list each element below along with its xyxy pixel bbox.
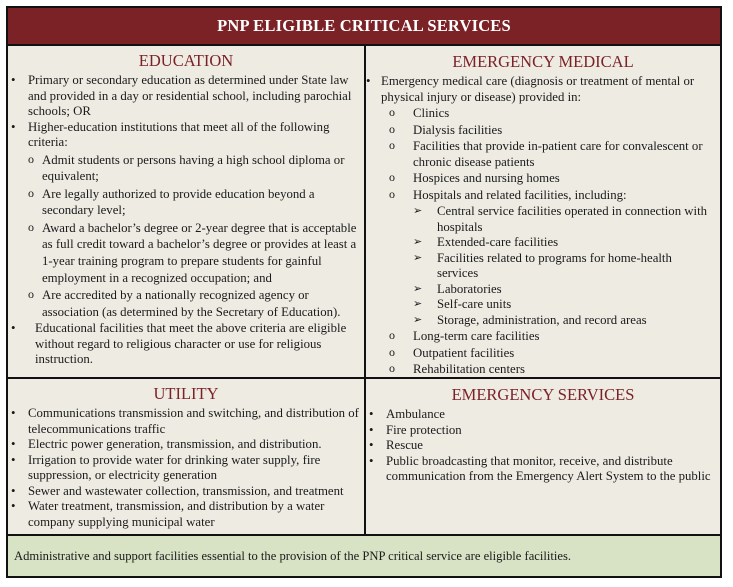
bullet-icon: • [11,483,16,498]
facility-item: o Long-term care facilities [389,328,540,343]
hospital-related-item: ➢ Self-care units [413,297,512,311]
list-item: • Sewer and wastewater collection, transmission, and treatment [11,483,344,498]
hospital-related-item: ➢ Extended-care facilities [413,235,559,249]
list-item: • Fire protection [369,422,462,437]
facility-item: o Outpatient facilities [389,344,515,360]
list-item: • Electric power generation, transmission, and distribution. [11,437,322,451]
circle-bullet-icon: o [389,328,395,342]
bullet-icon: • [369,407,374,421]
arrow-bullet-icon: ➢ [413,313,423,326]
arrow-bullet-icon: ➢ [413,251,423,264]
hospital-related-item: ➢ Laboratories [413,281,502,296]
facility-item: o Facilities that provide in-patient care for convalescent or chronic disease patients [389,138,703,169]
circle-bullet-icon: o [389,361,395,375]
bullet-icon: • [366,74,371,88]
bullet-icon: • [11,119,16,134]
list-item: • Public broadcasting that monitor, receive, and distribute communication from the Emergency Alert System to the public [369,453,711,483]
circle-bullet-icon: o [28,151,34,166]
arrow-bullet-icon: ➢ [413,282,423,295]
critical-services-table [6,6,722,578]
list-item: • Communications transmission and switching, and distribution of telecommunications traffic [11,406,359,436]
education-list [8,73,364,368]
circle-bullet-icon: o [28,287,34,302]
emergency-medical-heading: EMERGENCY MEDICAL [452,52,634,71]
circle-bullet-icon: o [389,344,395,359]
emergency-services-list [366,407,720,485]
bullet-icon: • [11,452,16,467]
bullet-icon: • [11,437,16,451]
bullet-icon: • [369,453,374,468]
emergency-medical-cell [366,46,720,379]
list-item: • Water treatment, transmission, and distribution by a water company supplying municipal water [11,499,325,529]
bullet-icon: • [11,73,16,87]
criteria-item: o Are accredited by a nationally recognized agency or association (as determined by the Secretary of Education). [28,287,341,319]
list-item: • Rescue [369,438,423,452]
arrow-bullet-icon: ➢ [413,205,423,217]
bullet-icon: • [11,499,16,513]
facility-item: o Hospitals and related facilities, including: [389,186,627,202]
circle-bullet-icon: o [389,105,395,119]
list-item: • Ambulance [369,407,445,421]
utility-cell [8,379,366,536]
hospital-related-item: ➢ Central service facilities operated in connection with hospitals [413,204,708,234]
criteria-item: o Award a bachelor’s degree or 2-year degree that is acceptable as full credit toward a bachelor’s degree or provides at least a 1-year training program to prepare students for gainful employment in a recognized occupation; and [28,219,357,285]
education-heading: EDUCATION [138,51,234,70]
facility-item: o Clinics [389,105,450,120]
utility-heading: UTILITY [153,384,219,403]
emergency-services-heading: EMERGENCY SERVICES [451,385,635,404]
arrow-bullet-icon: ➢ [413,236,423,248]
bullet-icon: • [369,438,374,452]
facility-item: o Rehabilitation centers [389,361,525,376]
emergency-medical-list [366,74,720,378]
criteria-item: o Are legally authorized to provide education beyond a secondary level; [28,185,315,218]
hospital-related-item: ➢ Storage, administration, and record areas [413,312,647,327]
circle-bullet-icon: o [389,121,395,136]
list-item: • Educational facilities that meet the above criteria are eligible without regard to religious character or use for religious instruction. [11,321,347,367]
list-item: • Irrigation to provide water for drinking water supply, fire suppression, or electricity generation [11,452,321,482]
circle-bullet-icon: o [28,185,34,200]
table-title: PNP ELIGIBLE CRITICAL SERVICES [217,16,511,35]
emergency-services-cell [366,379,720,536]
criteria-item: o Admit students or persons having a high school diploma or equivalent; [28,151,345,184]
list-item: • Higher-education institutions that meet all of the following criteria: [11,119,330,149]
facility-item: o Dialysis facilities [389,121,503,137]
list-item: • Emergency medical care (diagnosis or treatment of mental or physical injury or disease) provided in: [366,74,695,104]
footer-note [8,536,720,576]
circle-bullet-icon: o [28,219,34,234]
facility-item: o Hospices and nursing homes [389,170,560,185]
title-bar [8,8,720,46]
utility-list [8,406,364,530]
circle-bullet-icon: o [389,138,395,152]
circle-bullet-icon: o [389,186,395,201]
bullet-icon: • [11,406,16,420]
hospital-related-item: ➢ Facilities related to programs for home-health services [413,250,672,280]
education-cell [8,46,366,379]
list-item: • Primary or secondary education as determined under State law and provided in a day or residential school, including parochial schools; OR [11,73,352,118]
arrow-bullet-icon: ➢ [413,298,423,310]
bullet-icon: • [369,422,374,437]
footer-text: Administrative and support facilities essential to the provision of the PNP critical service are eligible facilities. [14,548,572,563]
circle-bullet-icon: o [389,170,395,184]
bullet-icon: • [11,321,16,336]
